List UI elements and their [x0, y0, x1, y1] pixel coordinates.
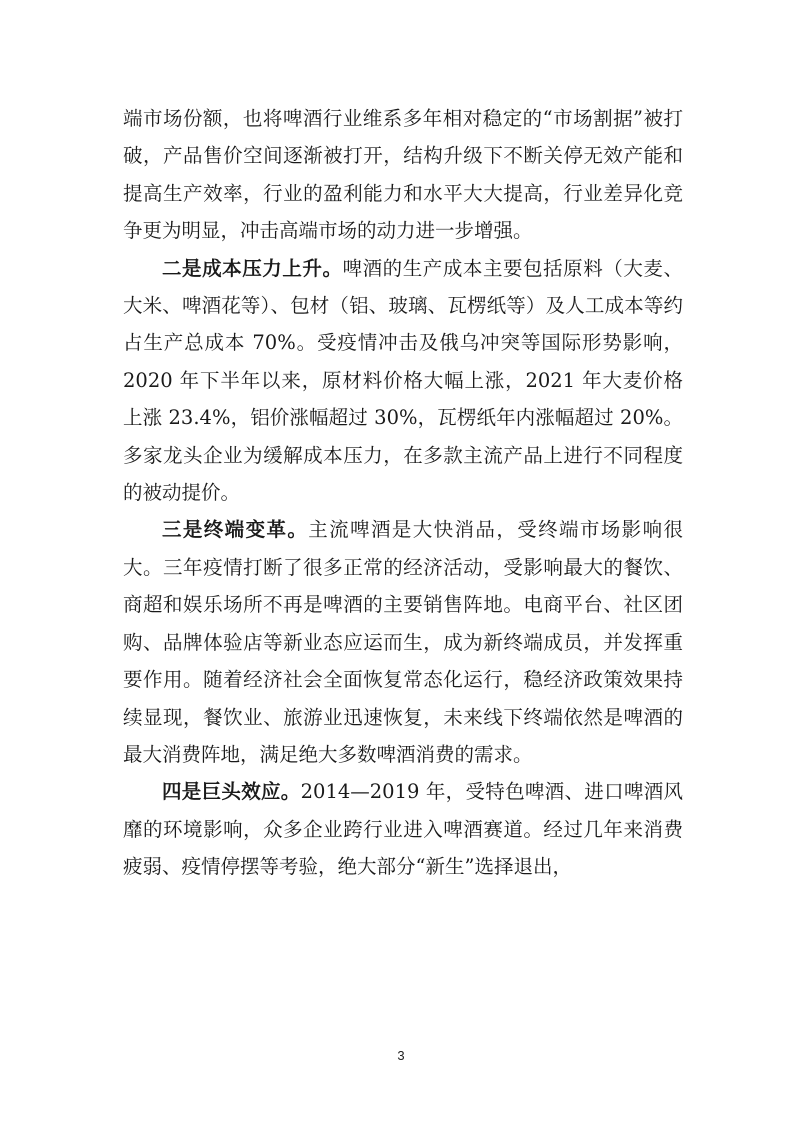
paragraph-text: 2014—2019 年，受特色啤酒、进口啤酒风靡的环境影响，众多企业跨行业进入啤酒赛道。经过几年来消费疲弱、疫情停摆等考验，绝大部分“新生”选择退出，: [123, 780, 683, 879]
paragraph-text: 端市场份额，也将啤酒行业维系多年相对稳定的“市场割据”被打破，产品售价空间逐渐被打开，结构升级下不断关停无效产能和提高生产效率，行业的盈利能力和水平大大提高，行业差异化竞争更为明显，冲击高端市场的动力进一步增强。: [123, 107, 683, 243]
paragraph-lead: 四是巨头效应。: [162, 780, 301, 804]
paragraph-cost-pressure: [123, 250, 683, 512]
body-text: [123, 100, 683, 886]
paragraph-text: 主流啤酒是大快消品，受终端市场影响很大。三年疫情打断了很多正常的经济活动，受影响最大的餐饮、商超和娱乐场所不再是啤酒的主要销售阵地。电商平台、社区团购、品牌体验店等新业态应运而生，成为新终端成员，并发挥重要作用。随着经济社会全面恢复常态化运行，稳经济政策效果持续显现，餐饮业、旅游业迅速恢复，未来线下终端依然是啤酒的最大消费阵地，满足绝大多数啤酒消费的需求。: [123, 518, 683, 766]
paragraph-giant-effect: [123, 773, 683, 885]
paragraph-continuation: [123, 100, 683, 250]
paragraph-text: 啤酒的生产成本主要包括原料（大麦、大米、啤酒花等）、包材（铝、玻璃、瓦楞纸等）及人工成本等约占生产总成本 70%。受疫情冲击及俄乌冲突等国际形势影响，2020 年下半年以来，原材料价格大幅上涨，2021 年大麦价格上涨 23.4%，铝价涨幅超过 30%，瓦楞纸年内涨幅超过 20%。多家龙头企业为缓解成本压力，在多款主流产品上进行不同程度的被动提价。: [123, 256, 683, 505]
paragraph-lead: 二是成本压力上升。: [162, 256, 343, 280]
page-number: 3: [397, 1048, 405, 1063]
paragraph-terminal-change: [123, 511, 683, 773]
paragraph-lead: 三是终端变革。: [162, 518, 309, 542]
